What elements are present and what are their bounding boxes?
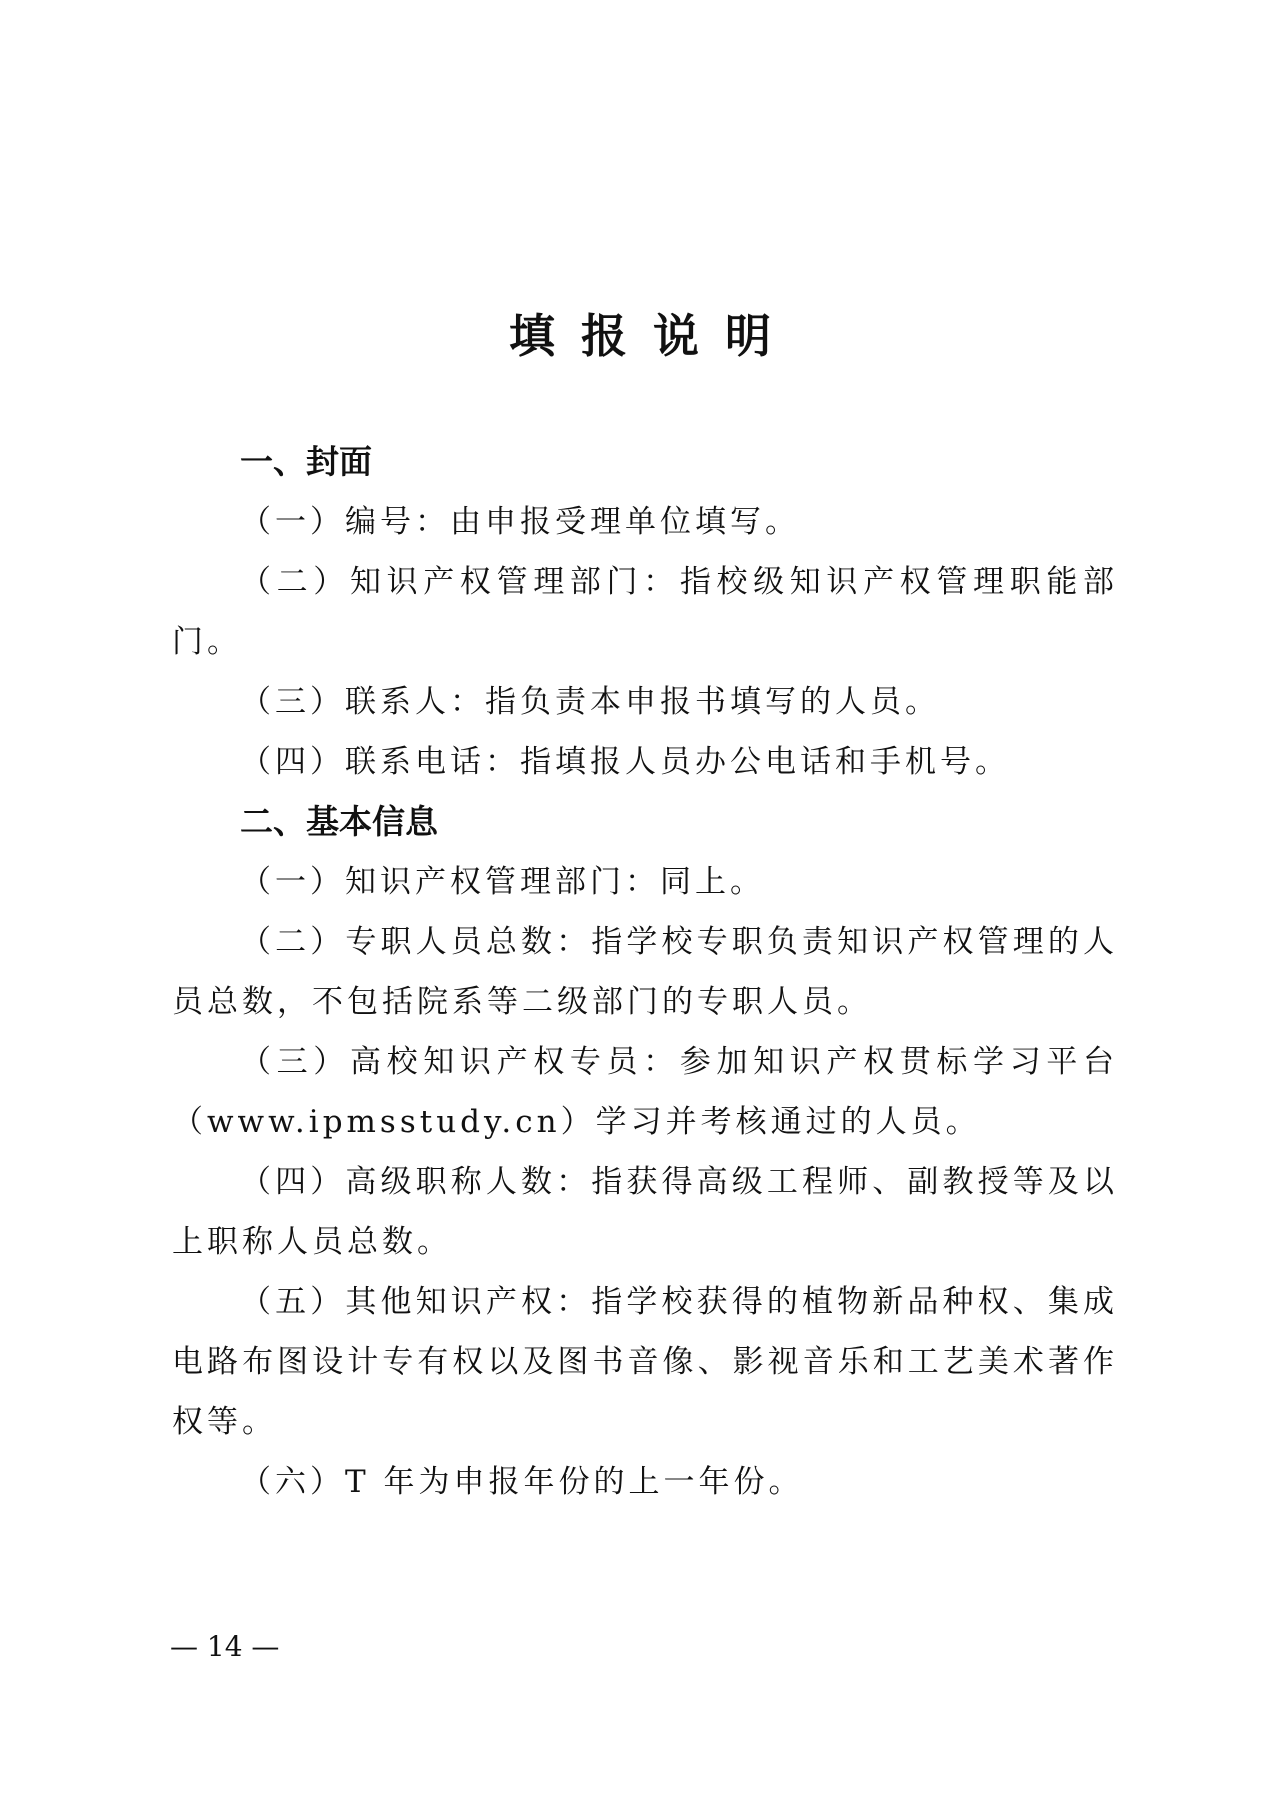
- section-heading-basic-info: 二、基本信息: [240, 802, 438, 841]
- basic-item-ip-specialist: （三）高校知识产权专员：参加知识产权贯标学习平台（www.ipmsstudy.cn）学习并考核通过的人员。: [172, 1044, 1118, 1140]
- document-body: [172, 432, 1118, 1512]
- page-number: — 14 —: [170, 1630, 280, 1663]
- basic-item-department: （一）知识产权管理部门：同上。: [240, 864, 765, 900]
- basic-item-other-ip: （五）其他知识产权：指学校获得的植物新品种权、集成电路布图设计专有权以及图书音像、影视音乐和工艺美术著作权等。: [172, 1284, 1118, 1440]
- basic-item-t-year: （六）T 年为申报年份的上一年份。: [240, 1464, 804, 1500]
- cover-item-contact: （三）联系人：指负责本申报书填写的人员。: [240, 684, 940, 720]
- page-title: 填报说明: [509, 309, 797, 363]
- section-heading-cover: 一、封面: [240, 442, 372, 481]
- basic-item-staff-total: （二）专职人员总数：指学校专职负责知识产权管理的人员总数，不包括院系等二级部门的专职人员。: [172, 924, 1118, 1020]
- cover-item-number: （一）编号：由申报受理单位填写。: [240, 504, 800, 540]
- cover-item-phone: （四）联系电话：指填报人员办公电话和手机号。: [240, 744, 1010, 780]
- basic-item-senior-title: （四）高级职称人数：指获得高级工程师、副教授等及以上职称人员总数。: [172, 1164, 1118, 1260]
- cover-item-department: （二）知识产权管理部门：指校级知识产权管理职能部门。: [172, 564, 1118, 660]
